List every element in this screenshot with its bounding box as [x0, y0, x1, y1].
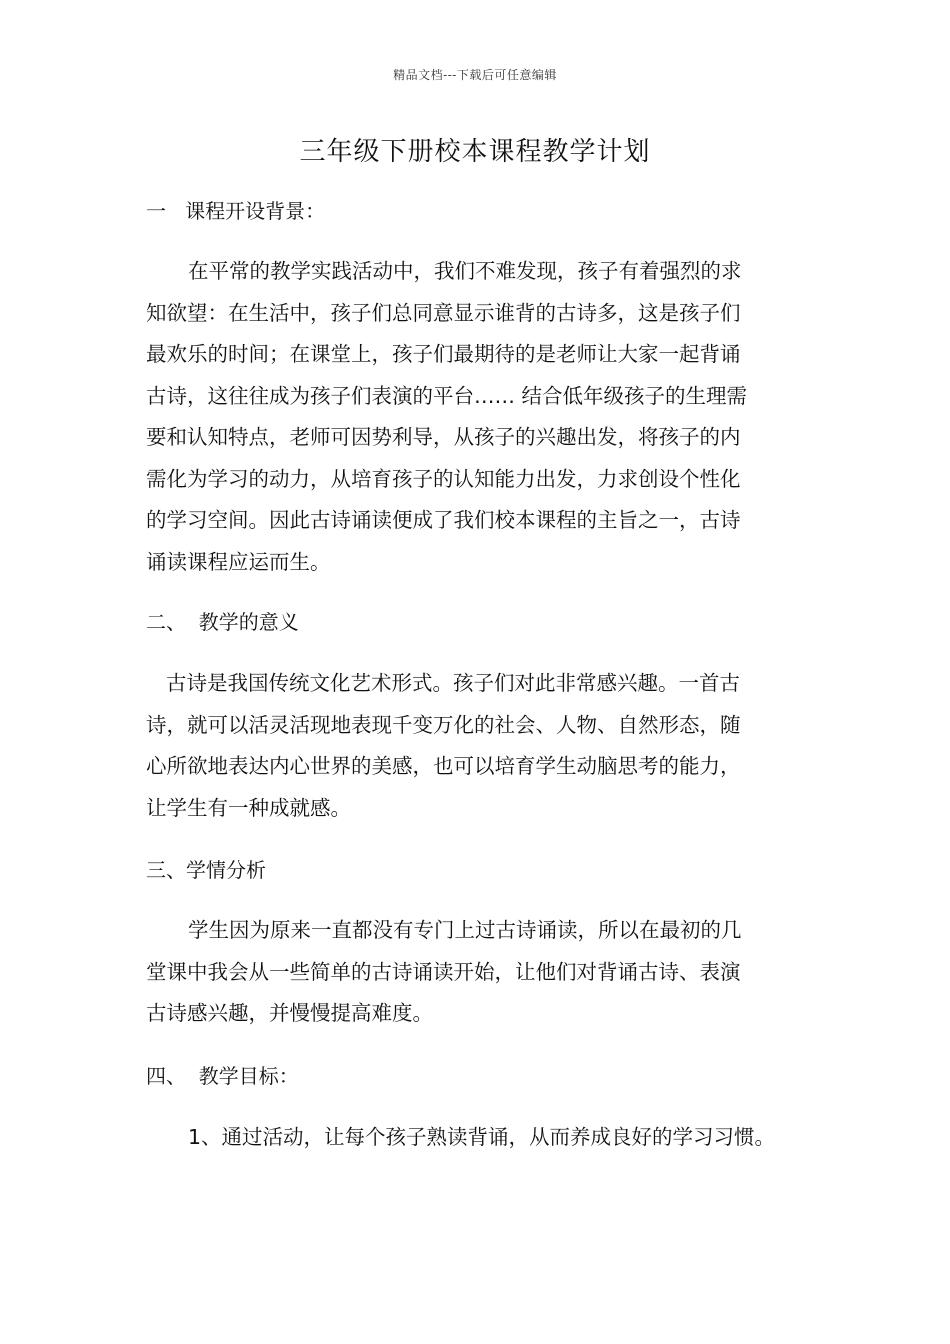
section-body-student-analysis — [146, 910, 816, 1035]
paragraph-line: 诵读课程应运而生。 — [146, 549, 331, 574]
objective-item: 1、通过活动，让每个孩子熟读背诵，从而养成良好的学习习惯。 — [188, 1125, 776, 1149]
paragraph-line: 的学习空间。因此古诗诵读便成了我们校本课程的主旨之一，古诗 — [146, 508, 741, 532]
section-heading-student-analysis: 三、学情分析 — [146, 858, 266, 882]
paragraph-line: 要和认知特点，老师可因势利导，从孩子的兴趣出发，将孩子的内 — [146, 425, 741, 449]
section-heading-background: 一 课程开设背景： — [146, 199, 326, 223]
paragraph-line: 诗，就可以活灵活现地表现千变万化的社会、人物、自然形态，随 — [146, 712, 741, 737]
section-heading-objectives: 四、 教学目标： — [146, 1064, 299, 1088]
paragraph-line: 古诗是我国传统文化艺术形式。孩子们对此非常感兴趣。一首古 — [166, 671, 740, 695]
section-body-significance — [146, 663, 816, 829]
section-body-background — [146, 251, 816, 583]
section-body-objectives — [146, 1117, 836, 1159]
header-note: 精品文档---下载后可任意编辑 — [393, 68, 557, 82]
paragraph-line: 心所欲地表达内心世界的美感，也可以培育学生动脑思考的能力， — [146, 754, 741, 778]
paragraph-line: 需化为学习的动力，从培育孩子的认知能力出发，力求创设个性化 — [146, 466, 741, 491]
paragraph-line: 在平常的教学实践活动中，我们不难发现，孩子有着强烈的求 — [188, 259, 742, 283]
paragraph-line: 古诗，这往往成为孩子们表演的平台…… 结合低年级孩子的生理需 — [146, 383, 748, 408]
paragraph-line: 古诗感兴趣，并慢慢提高难度。 — [146, 1001, 433, 1025]
paragraph-line: 知欲望：在生活中，孩子们总同意显示谁背的古诗多，这是孩子们 — [146, 300, 741, 325]
section-heading-significance: 二、 教学的意义 — [146, 610, 299, 634]
paragraph-line: 让学生有一种成就感。 — [146, 795, 351, 820]
document-title: 三年级下册校本课程教学计划 — [299, 137, 651, 167]
paragraph-line: 堂课中我会从一些简单的古诗诵读开始，让他们对背诵古诗、表演 — [146, 959, 741, 984]
paragraph-line: 最欢乐的时间；在课堂上，孩子们最期待的是老师让大家一起背诵 — [146, 342, 741, 366]
paragraph-line: 学生因为原来一直都没有专门上过古诗诵读，所以在最初的几 — [188, 918, 742, 942]
